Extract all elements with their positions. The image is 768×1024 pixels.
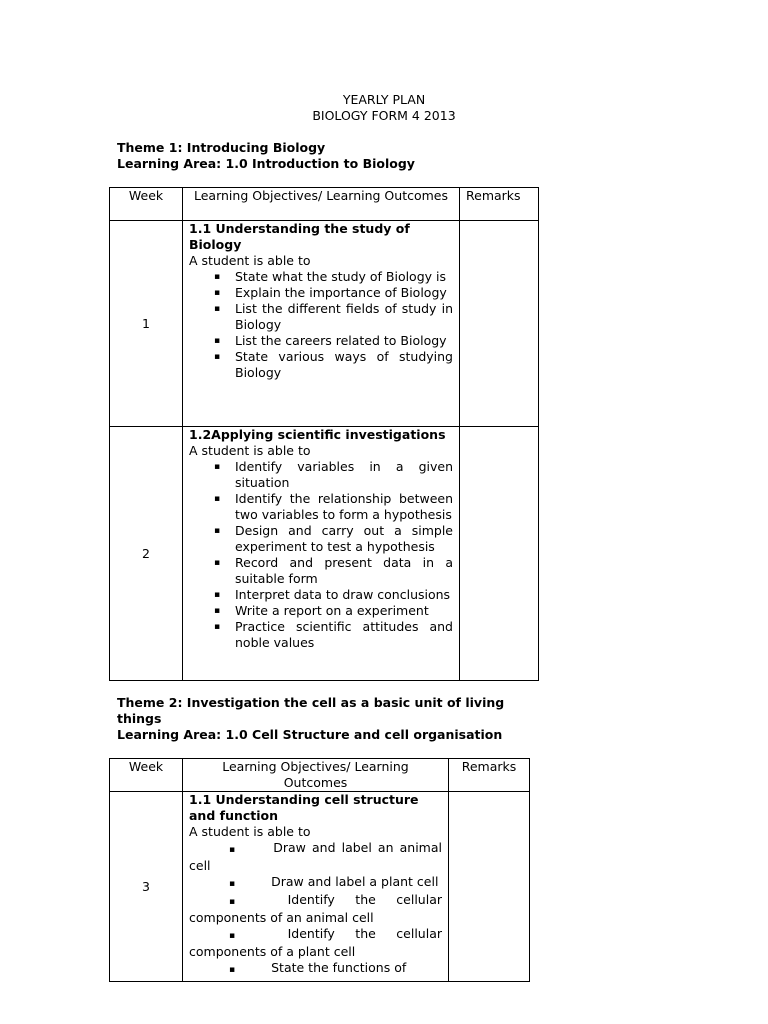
plan-table-1 bbox=[109, 187, 539, 681]
list-item: ▪ Draw and label a plant cell bbox=[189, 874, 442, 892]
doc-title-line1: YEARLY PLAN bbox=[342, 92, 426, 107]
remarks-cell bbox=[449, 792, 530, 982]
week-header: Week bbox=[110, 188, 183, 221]
bullet-icon: ▪ bbox=[229, 931, 252, 941]
week-header: Week bbox=[110, 759, 183, 792]
learning-area2-heading: Learning Area: 1.0 Cell Structure and cell organisation bbox=[117, 727, 503, 742]
remarks-cell bbox=[460, 427, 539, 681]
objectives-cell bbox=[183, 221, 460, 427]
bullet-icon: ▪ bbox=[214, 462, 221, 472]
week-cell: 2 bbox=[110, 427, 183, 681]
objective-title: 1.1 Understanding cell structure and function bbox=[189, 792, 419, 823]
remarks-header: Remarks bbox=[460, 188, 539, 221]
bullet-icon: ▪ bbox=[214, 622, 221, 632]
week-cell: 1 bbox=[110, 221, 183, 427]
bullet-icon: ▪ bbox=[214, 494, 221, 504]
outcomes-list bbox=[189, 459, 453, 651]
outcomes-list bbox=[189, 840, 442, 978]
bullet-icon: ▪ bbox=[214, 606, 221, 616]
bullet-icon: ▪ bbox=[214, 558, 221, 568]
list-item: ▪ Interpret data to draw conclusions bbox=[214, 587, 451, 602]
bullet-icon: ▪ bbox=[229, 879, 236, 889]
bullet-icon: ▪ bbox=[214, 272, 221, 282]
bullet-icon: ▪ bbox=[214, 304, 221, 314]
objective-title: 1.2Applying scientific investigations bbox=[189, 427, 446, 442]
week-cell: 3 bbox=[110, 792, 183, 982]
bullet-icon: ▪ bbox=[229, 965, 236, 975]
list-item: ▪ State what the study of Biology is bbox=[214, 269, 446, 284]
objective-intro: A student is able to bbox=[189, 253, 311, 268]
list-item: ▪ List the different fields of study in Biology bbox=[214, 301, 453, 332]
bullet-icon: ▪ bbox=[214, 352, 221, 362]
list-item: ▪ Draw and label an animal cell bbox=[189, 840, 442, 873]
list-item: ▪ Identify the cellular components of an animal cell bbox=[189, 892, 442, 925]
list-item: ▪ Identify variables in a given situation bbox=[214, 459, 453, 490]
objective-title: 1.1 Understanding the study of Biology bbox=[189, 221, 410, 252]
learning-area1-heading: Learning Area: 1.0 Introduction to Biology bbox=[117, 156, 415, 171]
objective-intro: A student is able to bbox=[189, 824, 311, 839]
plan-table-2 bbox=[109, 758, 530, 982]
remarks-cell bbox=[460, 221, 539, 427]
list-item: ▪ Identify the relationship between two variables to form a hypothesis bbox=[214, 491, 453, 522]
list-item: ▪ Record and present data in a suitable form bbox=[214, 555, 453, 586]
bullet-icon: ▪ bbox=[229, 897, 252, 907]
bullet-icon: ▪ bbox=[229, 845, 238, 855]
remarks-header: Remarks bbox=[449, 759, 530, 792]
outcomes-list bbox=[189, 269, 453, 381]
objective-intro: A student is able to bbox=[189, 443, 311, 458]
objectives-cell bbox=[183, 427, 460, 681]
objectives-header: Learning Objectives/ Learning Outcomes bbox=[183, 759, 449, 792]
theme1-heading: Theme 1: Introducing Biology bbox=[117, 140, 326, 155]
list-item: ▪ Write a report on a experiment bbox=[214, 603, 429, 618]
list-item: ▪ List the careers related to Biology bbox=[214, 333, 447, 348]
list-item: ▪ Identify the cellular components of a plant cell bbox=[189, 926, 442, 959]
list-item: ▪ Explain the importance of Biology bbox=[214, 285, 447, 300]
list-item: ▪ State various ways of studying Biology bbox=[214, 349, 453, 380]
bullet-icon: ▪ bbox=[214, 336, 221, 346]
list-item: ▪ State the functions of bbox=[189, 960, 442, 978]
bullet-icon: ▪ bbox=[214, 526, 221, 536]
list-item: ▪ Practice scientific attitudes and noble values bbox=[214, 619, 453, 650]
doc-title-line2: BIOLOGY FORM 4 2013 bbox=[312, 108, 456, 123]
objectives-header: Learning Objectives/ Learning Outcomes bbox=[183, 188, 460, 221]
list-item: ▪ Design and carry out a simple experiment to test a hypothesis bbox=[214, 523, 453, 554]
bullet-icon: ▪ bbox=[214, 288, 221, 298]
bullet-icon: ▪ bbox=[214, 590, 221, 600]
theme2-heading: Theme 2: Investigation the cell as a basic unit of living things bbox=[117, 695, 505, 726]
objectives-cell bbox=[183, 792, 449, 982]
